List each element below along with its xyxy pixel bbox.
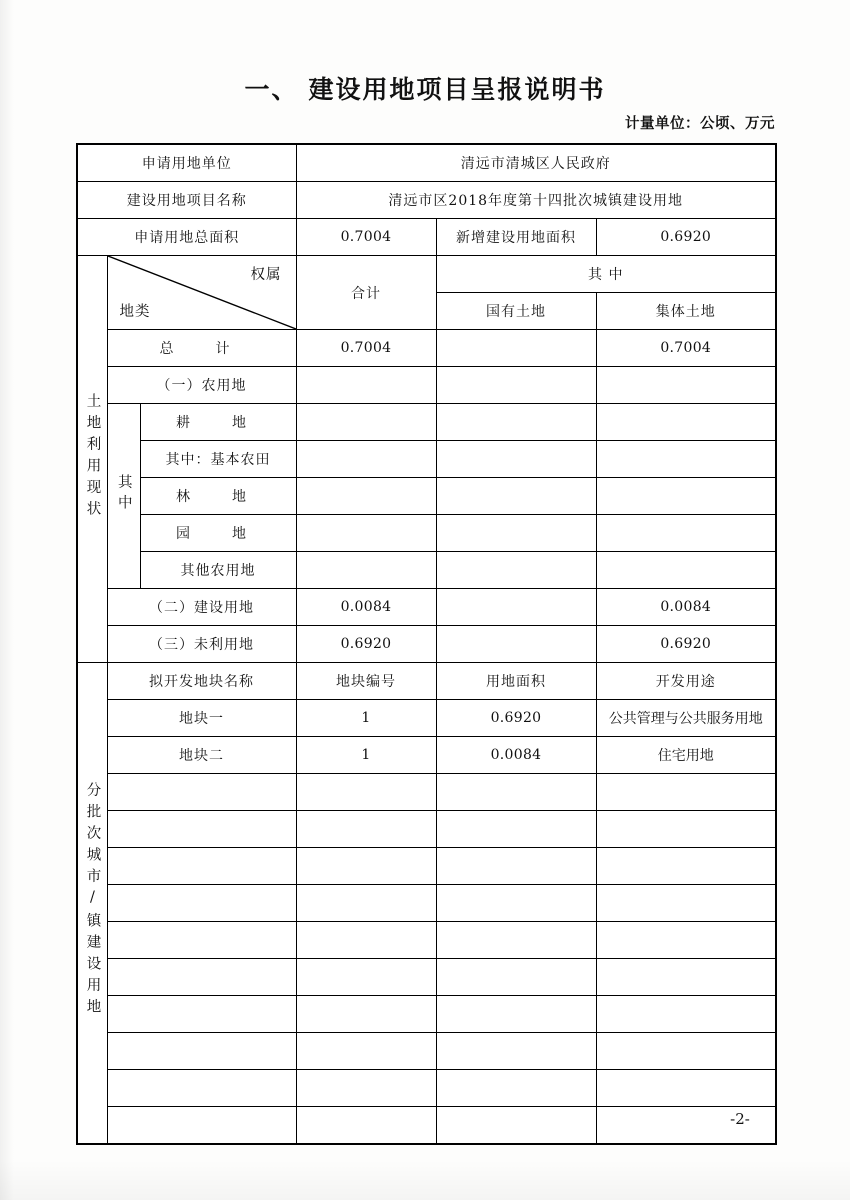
parcel-area-empty: [436, 1070, 596, 1107]
parcel-name-empty: [107, 959, 296, 996]
parcel-purpose-empty: [596, 959, 776, 996]
landuse-row-state-owned: [436, 478, 596, 515]
header-label-0: 申请用地单位: [77, 144, 296, 182]
landuse-row-collective: 0.6920: [596, 626, 776, 663]
parcel-purpose: 公共管理与公共服务用地: [596, 700, 776, 737]
table-row-parcel-empty: [77, 774, 776, 811]
column-header-group: 其 中: [436, 256, 776, 293]
parcel-area-empty: [436, 959, 596, 996]
scan-edge-shadow-left: [0, 0, 14, 1200]
table-row-parcel-header: [77, 663, 776, 700]
parcel-purpose-empty: [596, 1033, 776, 1070]
landuse-row-total: [296, 441, 436, 478]
landuse-row-collective: [596, 478, 776, 515]
parcel-code: 1: [296, 700, 436, 737]
landuse-row-collective: [596, 552, 776, 589]
landuse-nested-label: 其中: [107, 404, 140, 589]
scan-edge-shadow-bottom: [0, 1160, 850, 1200]
section-number: 一、: [244, 75, 299, 104]
table-row-landuse: [77, 367, 776, 404]
table-row-parcel-empty: [77, 959, 776, 996]
landuse-row-name: 园 地: [140, 515, 296, 552]
parcel-code-empty: [296, 996, 436, 1033]
table-row-landuse: [77, 330, 776, 367]
landuse-row-name: 其他农用地: [140, 552, 296, 589]
landuse-row-state-owned: [436, 330, 596, 367]
landuse-row-total: [296, 515, 436, 552]
table-row-parcel-empty: [77, 922, 776, 959]
parcel-name: 地块二: [107, 737, 296, 774]
parcel-purpose-empty: [596, 885, 776, 922]
landuse-row-total: 0.7004: [296, 330, 436, 367]
table-row-landuse: [77, 626, 776, 663]
parcel-name-empty: [107, 922, 296, 959]
parcel-code-empty: [296, 1070, 436, 1107]
parcel-area-empty: [436, 885, 596, 922]
table-row-parcel-empty: [77, 848, 776, 885]
parcel-area-empty: [436, 996, 596, 1033]
parcel-name-empty: [107, 774, 296, 811]
parcel-code-empty: [296, 922, 436, 959]
parcel-area-empty: [436, 922, 596, 959]
parcel-name-empty: [107, 1070, 296, 1107]
parcel-column-header-1: 地块编号: [296, 663, 436, 700]
landuse-row-total: [296, 404, 436, 441]
landuse-row-collective: 0.7004: [596, 330, 776, 367]
parcel-purpose-empty: [596, 848, 776, 885]
header-value-0: 清远市清城区人民政府: [296, 144, 776, 182]
parcel-purpose-empty: [596, 1070, 776, 1107]
table-row-parcel-empty: [77, 1107, 776, 1145]
table-row-parcel-empty: [77, 1070, 776, 1107]
measurement-unit-note: 计量单位：公顷、万元: [625, 115, 775, 132]
title-text: 建设用地项目呈报说明书: [308, 75, 606, 104]
table-row: [77, 144, 776, 182]
parcel-purpose-empty: [596, 811, 776, 848]
total-area-label: 申请用地总面积: [77, 219, 296, 256]
landuse-row-name: （二）建设用地: [107, 589, 296, 626]
parcel-area-empty: [436, 811, 596, 848]
table-row-landuse: [77, 404, 776, 441]
landuse-row-collective: [596, 404, 776, 441]
new-construction-area-label: 新增建设用地面积: [436, 219, 596, 256]
landuse-row-total: 0.6920: [296, 626, 436, 663]
parcel-code-empty: [296, 848, 436, 885]
parcel-area: 0.0084: [436, 737, 596, 774]
diagonal-header-cell: [107, 256, 296, 330]
parcel-code-empty: [296, 1107, 436, 1145]
parcel-side-label: 分批次城市/镇建设用地: [77, 663, 107, 1145]
landuse-row-state-owned: [436, 441, 596, 478]
landuse-row-name: （三）未利用地: [107, 626, 296, 663]
landuse-row-collective: [596, 441, 776, 478]
parcel-name-empty: [107, 848, 296, 885]
parcel-name: 地块一: [107, 700, 296, 737]
table-row-parcel: [77, 737, 776, 774]
page-title: [0, 70, 850, 106]
landuse-row-collective: [596, 515, 776, 552]
table-row-parcel-empty: [77, 1033, 776, 1070]
parcel-area: 0.6920: [436, 700, 596, 737]
parcel-name-empty: [107, 996, 296, 1033]
table-row-parcel: [77, 700, 776, 737]
parcel-area-empty: [436, 848, 596, 885]
header-label-1: 建设用地项目名称: [77, 182, 296, 219]
parcel-column-header-0: 拟开发地块名称: [107, 663, 296, 700]
landuse-row-state-owned: [436, 589, 596, 626]
parcel-column-header-2: 用地面积: [436, 663, 596, 700]
parcel-code-empty: [296, 1033, 436, 1070]
parcel-code-empty: [296, 774, 436, 811]
parcel-purpose-empty: [596, 774, 776, 811]
landuse-row-total: [296, 367, 436, 404]
landuse-row-collective: 0.0084: [596, 589, 776, 626]
parcel-purpose-empty: [596, 996, 776, 1033]
parcel-code-empty: [296, 959, 436, 996]
table-row-landuse: [77, 515, 776, 552]
total-area-value: 0.7004: [296, 219, 436, 256]
landuse-row-total: [296, 552, 436, 589]
landuse-side-label: 土地利用现状: [77, 256, 107, 663]
column-header-state-owned: 国有土地: [436, 293, 596, 330]
landuse-row-state-owned: [436, 367, 596, 404]
table-row-landuse: [77, 478, 776, 515]
landuse-row-state-owned: [436, 404, 596, 441]
table-row-area: [77, 219, 776, 256]
new-construction-area-value: 0.6920: [596, 219, 776, 256]
table-row-parcel-empty: [77, 996, 776, 1033]
landuse-row-total: [296, 478, 436, 515]
table-row: [77, 182, 776, 219]
table-row-parcel-empty: [77, 811, 776, 848]
landuse-row-name: 耕 地: [140, 404, 296, 441]
table-row-landuse-header: [77, 256, 776, 293]
parcel-code: 1: [296, 737, 436, 774]
landuse-row-total: 0.0084: [296, 589, 436, 626]
landuse-row-name: 其中：基本农田: [140, 441, 296, 478]
parcel-name-empty: [107, 1107, 296, 1145]
parcel-code-empty: [296, 811, 436, 848]
parcel-purpose-empty: [596, 922, 776, 959]
parcel-name-empty: [107, 885, 296, 922]
parcel-code-empty: [296, 885, 436, 922]
land-use-application-form: [76, 143, 777, 1145]
diagonal-header-landtype: 地类: [119, 304, 151, 320]
landuse-row-state-owned: [436, 626, 596, 663]
parcel-area-empty: [436, 1033, 596, 1070]
parcel-area-empty: [436, 1107, 596, 1145]
table-row-landuse: [77, 441, 776, 478]
table-row-parcel-empty: [77, 885, 776, 922]
landuse-row-name: （一）农用地: [107, 367, 296, 404]
column-header-collective: 集体土地: [596, 293, 776, 330]
landuse-row-state-owned: [436, 552, 596, 589]
parcel-name-empty: [107, 1033, 296, 1070]
landuse-row-collective: [596, 367, 776, 404]
header-value-1: 清远市区2018年度第十四批次城镇建设用地: [296, 182, 776, 219]
parcel-purpose: 住宅用地: [596, 737, 776, 774]
parcel-column-header-3: 开发用途: [596, 663, 776, 700]
parcel-area-empty: [436, 774, 596, 811]
table-row-landuse: [77, 589, 776, 626]
landuse-row-name: 总 计: [107, 330, 296, 367]
column-header-total: 合计: [296, 256, 436, 330]
landuse-row-name: 林 地: [140, 478, 296, 515]
table-row-landuse: [77, 552, 776, 589]
diagonal-header-ownership: 权属: [250, 267, 282, 283]
page-number: -2-: [730, 1110, 750, 1128]
landuse-row-state-owned: [436, 515, 596, 552]
parcel-name-empty: [107, 811, 296, 848]
